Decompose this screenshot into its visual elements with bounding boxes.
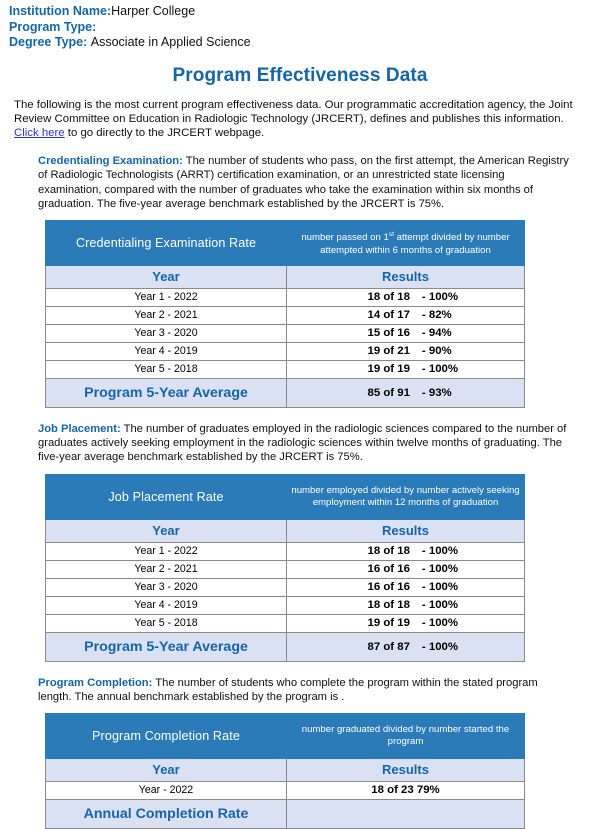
column-header-year: Year [46,265,287,288]
cell-year: Year 1 - 2022 [46,542,287,560]
cell-result-fraction: 14 of 17 [367,309,410,322]
section-description [38,154,570,211]
program-completion-table-wrapper [45,713,524,829]
footer-result [287,799,525,828]
section-description [38,422,570,465]
institution-name-line [9,4,600,20]
section-description-text: The number of students who complete the program within the stated program length. The annual benchmark established by the program is . [38,676,538,703]
cell-result-percent: - 94% [421,327,452,340]
cell-year: Year 2 - 2021 [46,306,287,324]
table-header-formula: number employed divided by number actively seeking employment within 12 months of graduation [287,474,525,519]
cell-result-percent: - 100% [421,563,459,576]
cell-result-percent: - 100% [421,545,459,558]
formula-pre-text: number passed on 1 [301,232,389,244]
footer-result-percent: - 93% [421,386,452,399]
degree-type-label: Degree Type: [9,35,88,49]
table-row [46,596,525,614]
footer-result [287,632,525,661]
section-credentialing-examination [0,154,600,408]
table-header-row [46,713,525,758]
job-placement-table [45,474,525,662]
table-subheader-row [46,265,525,288]
table-header-row [46,220,525,265]
cell-result-percent: - 90% [421,345,452,358]
section-program-completion [0,676,600,829]
section-description [38,676,570,704]
institution-name-value: Harper College [111,4,196,18]
table-row [46,324,525,342]
cell-result-fraction: 16 of 16 [367,581,410,594]
table-header-row [46,474,525,519]
cell-result-percent: - 100% [421,599,459,612]
footer-result-fraction: 85 of 91 [367,386,410,399]
cell-result [287,360,525,378]
intro-text-part1: The following is the most current program effectiveness data. Our programmatic accreditation agency, the Joint Review Committee on Education in Radiologic Technology (JRCERT), defines and publishes this information. [14,98,573,125]
program-completion-table [45,713,525,829]
cell-result [287,324,525,342]
cell-result-fraction: 16 of 16 [367,563,410,576]
table-footer-row [46,378,525,407]
footer-result-percent: - 100% [421,640,459,653]
section-title-job-placement: Job Placement: [38,422,121,435]
column-header-year: Year [46,758,287,781]
footer-result-fraction: 87 of 87 [367,640,410,653]
table-header-formula: number graduated divided by number started the program [287,713,525,758]
cell-year: Year - 2022 [46,781,287,799]
section-title-credentialing-examination: Credentialing Examination: [38,155,183,168]
intro-paragraph [14,98,586,141]
table-row [46,542,525,560]
cell-year: Year 4 - 2019 [46,342,287,360]
job-placement-table-wrapper [45,474,524,662]
cell-result-fraction: 18 of 18 [367,599,410,612]
table-footer-row [46,632,525,661]
cell-year: Year 1 - 2022 [46,288,287,306]
formula-superscript: st [388,231,394,239]
cell-result [287,596,525,614]
cell-result [287,342,525,360]
program-type-line [9,20,600,36]
table-row [46,342,525,360]
cell-result-fraction: 19 of 19 [367,617,410,630]
footer-result [287,378,525,407]
cell-result-percent: - 100% [421,291,459,304]
cell-year: Year 5 - 2018 [46,614,287,632]
table-row [46,360,525,378]
table-header-title: Job Placement Rate [46,474,287,519]
credentialing-examination-table-wrapper [45,220,524,408]
column-header-results: Results [287,265,525,288]
footer-label: Program 5-Year Average [46,632,287,661]
cell-result-percent: - 100% [421,363,459,376]
column-header-results: Results [287,758,525,781]
table-row [46,306,525,324]
cell-year: Year 3 - 2020 [46,578,287,596]
institution-name-label: Institution Name: [9,4,112,18]
degree-type-line [9,35,600,51]
section-title-program-completion: Program Completion: [38,676,153,689]
table-footer-row [46,799,525,828]
cell-result-percent: - 82% [421,309,452,322]
column-header-year: Year [46,519,287,542]
cell-result-percent: - 100% [421,617,459,630]
formula-post-text: attempt divided by number attempted within 6 months of graduation [320,232,510,256]
cell-year: Year 2 - 2021 [46,560,287,578]
cell-result [287,306,525,324]
program-type-label: Program Type: [9,19,97,34]
intro-text-part2: to go directly to the JRCERT webpage. [64,126,265,139]
table-row [46,781,525,799]
cell-result [287,542,525,560]
footer-label: Annual Completion Rate [46,799,287,828]
cell-result-fraction: 18 of 18 [367,291,410,304]
table-header-title: Credentialing Examination Rate [46,220,287,265]
section-description-text: The number of students who pass, on the first attempt, the American Registry of Radiologic Technologists (ARRT) certification examination, or an unrestricted state licensing examination, compared with the number of graduates who take the examination within six months of graduation. The five-year average benchmark established by the JRCERT is 75%. [38,155,569,210]
cell-result [287,560,525,578]
degree-type-value: Associate in Applied Science [90,35,251,49]
cell-result-percent: - 100% [421,581,459,594]
cell-year: Year 4 - 2019 [46,596,287,614]
table-row [46,578,525,596]
cell-result [287,578,525,596]
cell-result-fraction: 15 of 16 [367,327,410,340]
section-job-placement [0,422,600,662]
table-subheader-row [46,519,525,542]
footer-label: Program 5-Year Average [46,378,287,407]
cell-result [287,288,525,306]
cell-result-fraction: 19 of 19 [367,363,410,376]
table-subheader-row [46,758,525,781]
cell-result: 18 of 23 79% [287,781,525,799]
page-title: Program Effectiveness Data [172,64,428,86]
column-header-results: Results [287,519,525,542]
table-header-title: Program Completion Rate [46,713,287,758]
credentialing-examination-table [45,220,525,408]
document-meta-block [0,0,600,51]
table-header-formula [287,220,525,265]
section-description-text: The number of graduates employed in the radiologic sciences compared to the number of graduates actively seeking employment in the radiologic sciences within twelve months of graduating. The five-year average benchmark established by the JRCERT is 75%. [38,422,567,464]
cell-year: Year 5 - 2018 [46,360,287,378]
cell-result-fraction: 19 of 21 [367,345,410,358]
cell-year: Year 3 - 2020 [46,324,287,342]
cell-result [287,614,525,632]
jrcert-click-here-link[interactable]: Click here [14,126,65,139]
table-row [46,288,525,306]
table-row [46,614,525,632]
cell-result-fraction: 18 of 18 [367,545,410,558]
table-row [46,560,525,578]
